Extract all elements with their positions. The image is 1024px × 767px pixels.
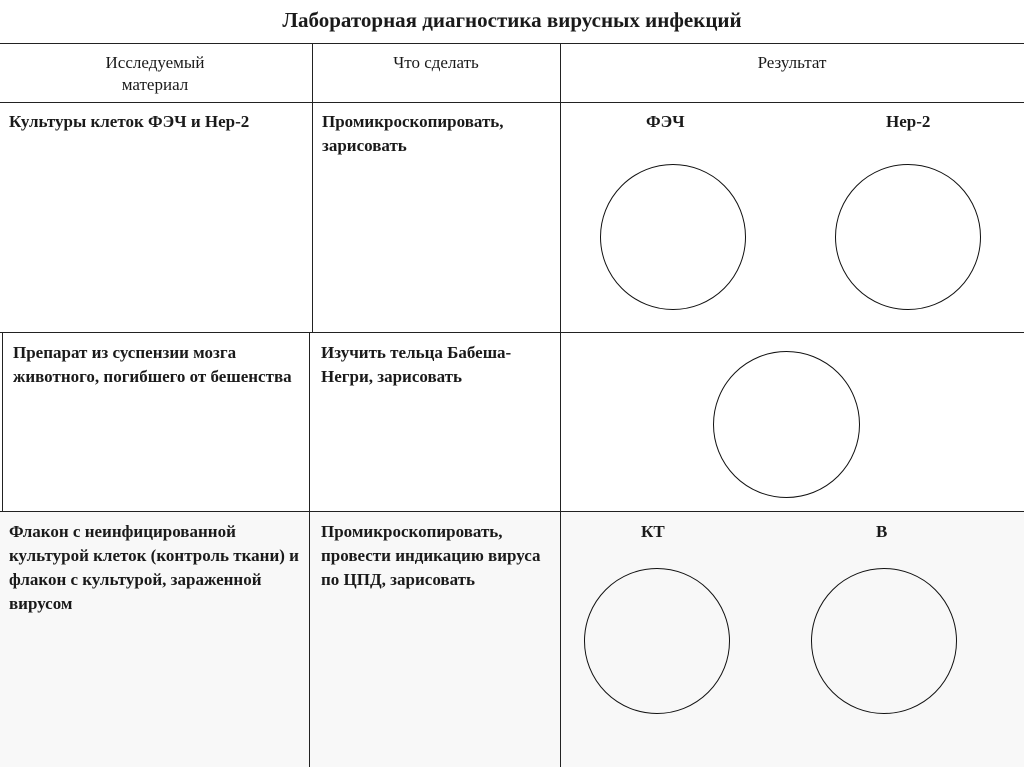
header-material: Исследуемый материал [105,53,205,94]
row-1-label-fech: ФЭЧ [646,112,685,131]
col-divider-1 [309,332,310,767]
drawing-circle-hep2 [835,164,981,310]
header-bottom-border [0,102,1024,103]
drawing-circle-fech [600,164,746,310]
row-2-bottom-border [0,511,1024,512]
row-3-material: Флакон с неинфицированной культурой клеток (контроль ткани) и флакон с культурой, зараженной вирусом [9,522,299,613]
col-divider-2 [560,43,561,767]
row-2-material: Препарат из суспензии мозга животного, погибшего от бешенства [13,343,292,386]
row-1-bottom-border [0,332,1024,333]
drawing-circle-babes-negri [713,351,860,498]
drawing-circle-v [811,568,957,714]
header-action: Что сделать [393,53,479,72]
row-1-material: Культуры клеток ФЭЧ и Нер-2 [9,112,250,131]
col-divider-1 [312,43,313,333]
row-1-action: Промикроскопировать, зарисовать [322,112,504,155]
row-2-left-border [2,332,3,512]
table-top-border [0,43,1024,44]
page-title: Лабораторная диагностика вирусных инфекций [282,8,742,32]
row-3-label-v: В [876,522,888,541]
row-3-action: Промикроскопировать, провести индикацию вируса по ЦПД, зарисовать [321,522,541,589]
row-1-label-hep2: Нер-2 [886,112,931,131]
row-2-action: Изучить тельца Бабеша-Негри, зарисовать [321,343,512,386]
drawing-circle-kt [584,568,730,714]
header-result: Результат [757,53,827,72]
row-3-label-kt: КТ [641,522,665,541]
